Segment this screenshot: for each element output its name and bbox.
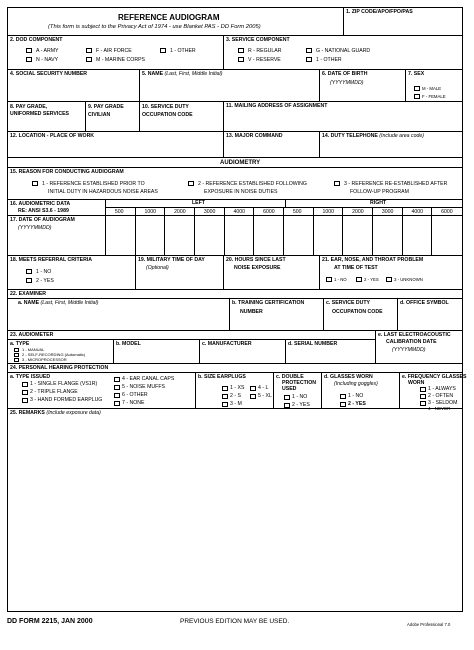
date-of-audiogram-label: 17. DATE OF AUDIOGRAM	[10, 217, 75, 223]
freq-label: 6000	[441, 208, 453, 215]
software-note: Adobe Professional 7.0	[407, 622, 451, 627]
dod-opt-navy: N - NAVY	[36, 57, 59, 63]
checkbox-regular[interactable]	[238, 48, 244, 53]
hours-since-label: 20. HOURS SINCE LAST	[226, 257, 286, 263]
checkbox-type-none[interactable]	[114, 401, 120, 406]
glasses-worn-hint: (Including goggles)	[334, 381, 378, 387]
freq-opt-always: 1 - ALWAYS	[428, 386, 456, 392]
threshold-cell[interactable]	[136, 216, 166, 256]
checkbox-muffs[interactable]	[114, 385, 120, 390]
checkbox-hand-formed[interactable]	[22, 398, 28, 403]
frequency-glasses-label: e. FREQUENCY GLASSES	[402, 374, 467, 380]
ent-opt-unknown: 3 - UNKNOWN	[394, 277, 423, 282]
glasses-opt-yes: 2 - YES	[348, 401, 366, 407]
type-opt-self: 2 - SELF-RECORDING (Automatic)	[22, 352, 86, 357]
reason-opt-1b: INITIAL DUTY IN HAZARDOUS NOISE AREAS	[48, 189, 158, 195]
reason-opt-2b: EXPOSURE IN NOISE DUTIES	[204, 189, 278, 195]
dod-opt-army: A - ARMY	[36, 48, 59, 54]
freq-label: 1000	[144, 208, 157, 215]
freq-label: 3000	[203, 208, 216, 215]
date-of-audiogram-hint: (YYYYMMDD)	[18, 225, 52, 231]
svc-opt-regular: R - REGULAR	[248, 48, 282, 54]
threshold-cell[interactable]	[106, 216, 136, 256]
freq-label: 500	[114, 208, 124, 215]
calibration-label-2: CALIBRATION DATE	[386, 339, 437, 345]
checkbox-referral-no[interactable]	[26, 269, 32, 274]
checkbox-caps[interactable]	[114, 377, 120, 382]
military-time-hint: (Optional)	[146, 265, 169, 271]
freq-label: 3000	[381, 208, 394, 215]
checkbox-size-xs[interactable]	[222, 386, 228, 391]
name-label: 5. NAME (Last, First, Middle Initial)	[142, 71, 223, 77]
checkbox-freq-often[interactable]	[420, 394, 426, 399]
type-opt-none: 7 - NONE	[122, 400, 145, 406]
freq-label: 1000	[322, 208, 335, 215]
model-label: b. MODEL	[116, 341, 141, 347]
dod-opt-marines: M - MARINE CORPS	[96, 57, 145, 63]
checkbox-reason-1[interactable]	[32, 181, 38, 186]
double-protection-label-2: PROTECTION	[282, 380, 317, 386]
checkbox-reason-3[interactable]	[334, 181, 340, 186]
checkbox-type-micro[interactable]	[14, 358, 19, 362]
checkbox-airforce[interactable]	[86, 48, 92, 53]
referral-opt-yes: 2 - YES	[36, 278, 54, 284]
checkbox-size-l[interactable]	[250, 386, 256, 391]
size-opt-xs: 1 - XS	[230, 385, 245, 391]
checkbox-svc-other[interactable]	[306, 57, 312, 62]
type-opt-triple: 2 - TRIPLE FLANGE	[30, 389, 78, 395]
threshold-cell[interactable]	[165, 216, 195, 256]
checkbox-ent-unknown[interactable]	[386, 277, 392, 282]
threshold-cell[interactable]	[225, 216, 255, 256]
checkbox-triple-flange[interactable]	[22, 390, 28, 395]
audiometer-title: 23. AUDIOMETER	[10, 332, 54, 338]
edition-notice: PREVIOUS EDITION MAY BE USED.	[180, 618, 290, 625]
training-cert-label: b. TRAINING CERTIFICATION	[232, 300, 305, 306]
checkbox-navy[interactable]	[26, 57, 32, 62]
size-earplugs-label: b. SIZE EARPLUGS	[198, 374, 246, 380]
type-opt-single: 1 - SINGLE FLANGE (VS1R)	[30, 381, 98, 387]
sex-label: 7. SEX	[408, 71, 425, 77]
checkbox-type-manual[interactable]	[14, 348, 19, 352]
type-opt-micro: 3 - MICROPROCESSOR	[22, 357, 67, 362]
svc-opt-other: 1 - OTHER	[316, 57, 342, 63]
pay-grade-civilian-label: 9. PAY GRADE CIVILIAN	[88, 104, 124, 118]
checkbox-single-flange[interactable]	[22, 382, 28, 387]
threshold-cell[interactable]	[343, 216, 373, 256]
ent-opt-no: 1 - NO	[334, 277, 347, 282]
ent-problem-label: 21. EAR, NOSE, AND THROAT PROBLEM	[322, 257, 424, 263]
threshold-cell[interactable]	[373, 216, 403, 256]
audiometer-section	[8, 331, 376, 340]
freq-label: 500	[292, 208, 302, 215]
checkbox-ent-yes[interactable]	[356, 277, 362, 282]
checkbox-freq-always[interactable]	[420, 387, 426, 392]
checkbox-male[interactable]	[414, 86, 420, 91]
checkbox-reason-2[interactable]	[188, 181, 194, 186]
threshold-cell[interactable]	[432, 216, 462, 256]
checkbox-freq-seldom[interactable]	[420, 401, 426, 406]
examiner-duty-label-2: OCCUPATION CODE	[332, 309, 383, 315]
calibration-label: e. LAST ELECTROACOUSTIC	[378, 332, 451, 338]
mailing-address-label: 11. MAILING ADDRESS OF ASSIGNMENT	[226, 103, 328, 109]
audiometer-type-label: a. TYPE	[10, 341, 30, 347]
checkbox-glasses-yes[interactable]	[340, 402, 346, 407]
checkbox-type-self[interactable]	[14, 353, 19, 357]
duty-telephone-label: 14. DUTY TELEPHONE (Include area code)	[322, 133, 424, 139]
office-symbol-label: d. OFFICE SYMBOL	[400, 300, 449, 306]
double-opt-no: 1 - NO	[292, 394, 308, 400]
ssn-label: 4. SOCIAL SECURITY NUMBER	[10, 71, 88, 77]
checkbox-size-s[interactable]	[222, 394, 228, 399]
checkbox-glasses-no[interactable]	[340, 394, 346, 399]
size-opt-l: 4 - L	[258, 385, 269, 391]
location-label: 12. LOCATION - PLACE OF WORK	[10, 133, 95, 139]
dod-opt-airforce: F - AIR FORCE	[96, 48, 132, 54]
size-opt-s: 2 - S	[230, 393, 241, 399]
major-command-label: 13. MAJOR COMMAND	[226, 133, 283, 139]
sex-opt-male: M - MALE	[422, 86, 442, 91]
freq-label: 2000	[174, 208, 186, 215]
threshold-cell[interactable]	[314, 216, 344, 256]
type-opt-muffs: 5 - NOISE MUFFS	[122, 384, 165, 390]
reason-opt-1: 1 - REFERENCE ESTABLISHED PRIOR TO	[42, 181, 145, 187]
checkbox-reserve[interactable]	[238, 57, 244, 62]
reason-opt-2: 2 - REFERENCE ESTABLISHED FOLLOWING	[198, 181, 307, 187]
remarks-label: 25. REMARKS (Include exposure data)	[10, 410, 101, 416]
double-opt-yes: 2 - YES	[292, 402, 310, 408]
checkbox-double-yes[interactable]	[284, 403, 290, 408]
service-component-label: 3. SERVICE COMPONENT	[226, 37, 290, 43]
right-ear-label: RIGHT	[370, 200, 387, 206]
dob-hint: (YYYYMMDD)	[330, 80, 364, 86]
manufacturer-label: c. MANUFACTURER	[202, 341, 252, 347]
checkbox-size-xl[interactable]	[250, 394, 256, 399]
dob-label: 6. DATE OF BIRTH	[322, 71, 368, 77]
hours-since-label-2: NOISE EXPOSURE	[234, 265, 281, 271]
serial-label: d. SERIAL NUMBER	[288, 341, 338, 347]
checkbox-guard[interactable]	[306, 48, 312, 53]
training-cert-label-2: NUMBER	[240, 309, 263, 315]
ent-opt-yes: 2 - YES	[364, 277, 379, 282]
type-issued-label: a. TYPE ISSUED	[10, 374, 51, 380]
freq-label: 4000	[411, 208, 424, 215]
protection-title: 24. PERSONAL HEARING PROTECTION	[10, 365, 109, 371]
double-protection-label-3: USED	[282, 386, 297, 392]
freq-label: 4000	[233, 208, 246, 215]
checkbox-size-m[interactable]	[222, 402, 228, 407]
threshold-cell[interactable]	[284, 216, 314, 256]
service-duty-label: 10. SERVICE DUTY OCCUPATION CODE	[142, 104, 193, 118]
form-title: REFERENCE AUDIOGRAM	[118, 13, 220, 22]
checkbox-type-other[interactable]	[114, 393, 120, 398]
examiner-name-label: a. NAME (Last, First, Middle Initial)	[18, 300, 99, 306]
type-opt-hand: 3 - HAND FORMED EARPLUG	[30, 397, 103, 403]
checkbox-army[interactable]	[26, 48, 32, 53]
audiogram-form	[7, 7, 467, 612]
type-opt-caps: 4 - EAR CANAL CAPS	[122, 376, 175, 382]
checkbox-female[interactable]	[414, 94, 420, 99]
examiner-duty-label: c. SERVICE DUTY	[326, 300, 371, 306]
referral-opt-no: 1 - NO	[36, 269, 52, 275]
pay-grade-uniformed-label: 8. PAY GRADE, UNIFORMED SERVICES	[10, 104, 69, 117]
freq-label: 2000	[352, 208, 364, 215]
freq-label: 6000	[263, 208, 275, 215]
privacy-notice: (This form is subject to the Privacy Act of 1974 - use Blanket PAS - DD Form 2005)	[48, 24, 261, 30]
glasses-worn-label: d. GLASSES WORN	[324, 374, 373, 380]
zip-label: 1. ZIP CODE/APO/FPO/PAS	[346, 9, 413, 15]
ent-problem-label-2: AT TIME OF TEST	[334, 265, 378, 271]
threshold-cell[interactable]	[403, 216, 433, 256]
reason-label: 15. REASON FOR CONDUCTING AUDIOGRAM	[10, 169, 124, 175]
reason-opt-3b: FOLLOW-UP PROGRAM	[350, 189, 409, 195]
type-opt-other: 6 - OTHER	[122, 392, 148, 398]
reason-opt-3: 3 - REFERENCE RE-ESTABLISHED AFTER	[344, 181, 448, 187]
size-opt-m: 3 - M	[230, 401, 242, 407]
svc-opt-guard: G - NATIONAL GUARD	[316, 48, 371, 54]
sex-opt-female: F - FEMALE	[422, 94, 446, 99]
threshold-cell[interactable]	[254, 216, 284, 256]
freq-opt-seldom: 3 - SELDOM	[428, 400, 458, 406]
audiometric-data-label: 16. AUDIOMETRIC DATA	[10, 201, 71, 207]
checkbox-dod-other[interactable]	[160, 48, 166, 53]
checkbox-double-no[interactable]	[284, 395, 290, 400]
left-ear-label: LEFT	[192, 200, 205, 206]
checkbox-referral-yes[interactable]	[26, 278, 32, 283]
type-opt-manual: 1 - MANUAL	[22, 347, 45, 352]
glasses-opt-no: 1 - NO	[348, 393, 364, 399]
dod-opt-other: 1 - OTHER	[170, 48, 196, 54]
calibration-hint: (YYYYMMDD)	[392, 347, 426, 353]
form-number: DD FORM 2215, JAN 2000	[7, 618, 93, 625]
frequency-glasses-label-2: WORN	[408, 380, 425, 386]
freq-opt-never: 4 - NEVER	[428, 406, 451, 411]
audiometry-title: AUDIOMETRY	[220, 160, 261, 166]
threshold-cell[interactable]	[195, 216, 225, 256]
examiner-section	[8, 290, 462, 299]
double-protection-label: c. DOUBLE	[276, 374, 304, 380]
checkbox-marines[interactable]	[86, 57, 92, 62]
military-time-label: 19. MILITARY TIME OF DAY	[138, 257, 205, 263]
freq-opt-often: 2 - OFTEN	[428, 393, 454, 399]
size-opt-xl: 5 - XL	[258, 393, 272, 399]
referral-label: 18. MEETS REFERRAL CRITERIA	[10, 257, 93, 263]
svc-opt-reserve: V - RESERVE	[248, 57, 281, 63]
checkbox-ent-no[interactable]	[326, 277, 332, 282]
dod-component-label: 2. DOD COMPONENT	[10, 37, 63, 43]
ansi-label: RE: ANSI S3.6 - 1989	[18, 208, 69, 214]
examiner-title: 22. EXAMINER	[10, 291, 47, 297]
